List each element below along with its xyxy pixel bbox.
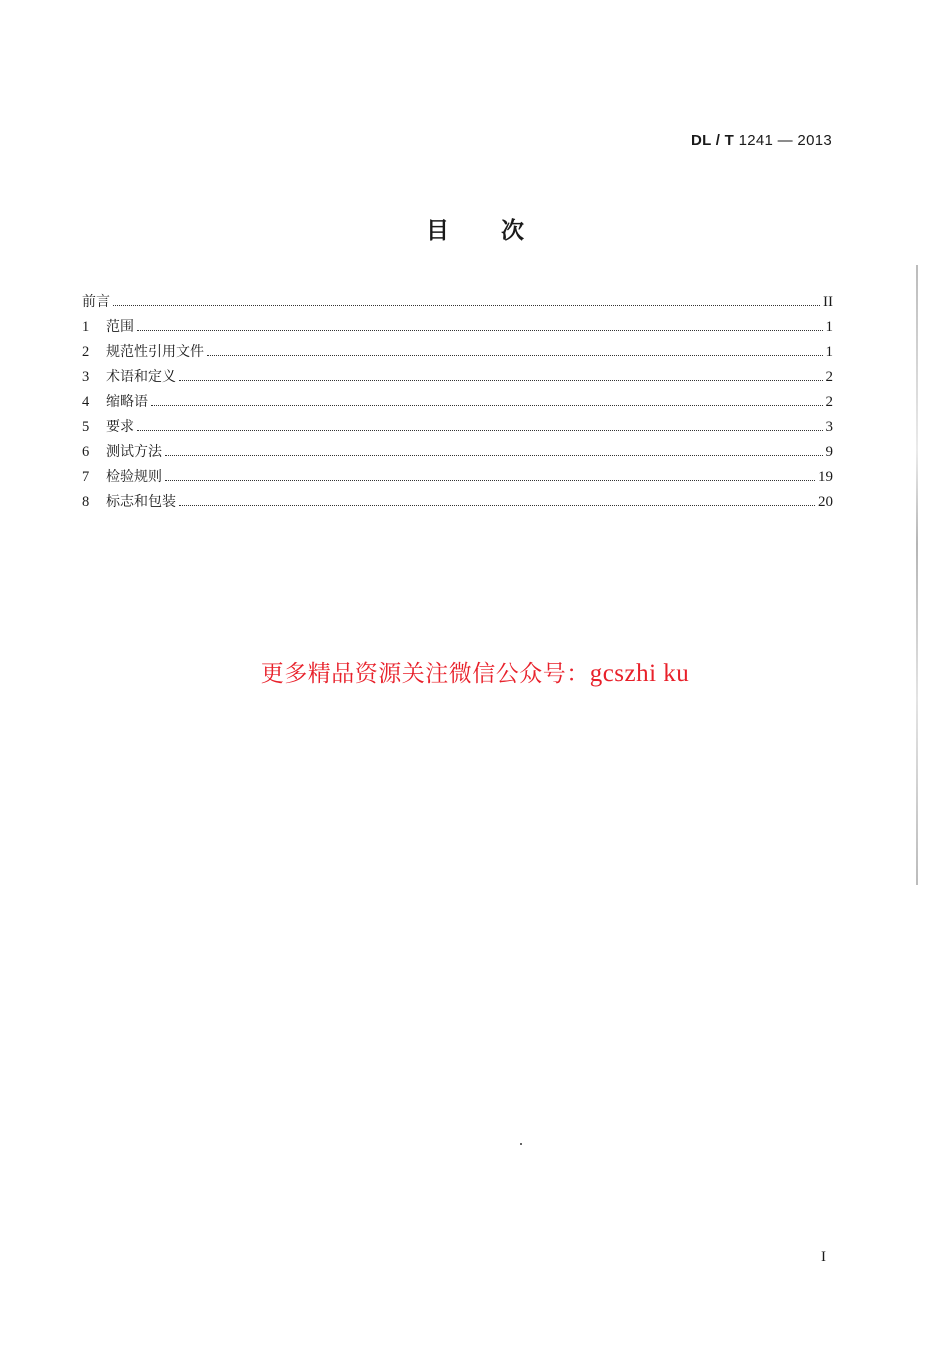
- toc-entry-page: 19: [818, 469, 833, 485]
- toc-entry-page: 1: [825, 319, 833, 335]
- toc-title-second-char: 次: [501, 218, 524, 244]
- toc-leader-dots: [137, 429, 823, 431]
- toc-entry-label: 标志和包装: [106, 494, 176, 510]
- toc-entry-label: 范围: [106, 319, 134, 335]
- scan-speck: [520, 1143, 522, 1145]
- toc-entry-number: 5: [82, 419, 90, 435]
- toc-entry-4[interactable]: [82, 390, 833, 415]
- toc-entry-label: 规范性引用文件: [106, 344, 204, 360]
- toc-leader-dots: [165, 479, 815, 481]
- toc-entry-7[interactable]: [82, 465, 833, 490]
- promo-text: 更多精品资源关注微信公众号：: [260, 661, 590, 687]
- toc-leader-dots: [179, 379, 823, 381]
- toc-entry-preface[interactable]: [82, 290, 833, 315]
- toc-entry-5[interactable]: [82, 415, 833, 440]
- toc-entry-page: 2: [825, 394, 833, 410]
- toc-title-first-char: 目: [426, 218, 449, 244]
- toc-leader-dots: [165, 454, 823, 456]
- toc-entry-number: 2: [82, 344, 90, 360]
- standard-code-number: 1241 — 2013: [738, 132, 832, 149]
- promo-watermark: [0, 655, 950, 688]
- toc-entry-8[interactable]: [82, 490, 833, 515]
- toc-entry-page: 9: [825, 444, 833, 460]
- toc-entry-page: 20: [818, 494, 833, 510]
- toc-entry-label: 检验规则: [106, 469, 162, 485]
- toc-leader-dots: [137, 329, 823, 331]
- toc-leader-dots: [151, 404, 823, 406]
- toc-entry-label: 前言: [82, 294, 110, 310]
- toc-entry-number: 3: [82, 369, 90, 385]
- standard-code: [691, 132, 832, 149]
- toc-entry-label: 要求: [106, 419, 134, 435]
- toc-entry-number: 6: [82, 444, 90, 460]
- toc-entry-page: 1: [825, 344, 833, 360]
- promo-account-id: gcszhi ku: [589, 660, 690, 687]
- toc-entry-6[interactable]: [82, 440, 833, 465]
- toc-entry-number: 4: [82, 394, 90, 410]
- toc-entry-page: 3: [825, 419, 833, 435]
- toc-entry-label: 缩略语: [106, 394, 148, 410]
- toc-entry-2[interactable]: [82, 340, 833, 365]
- toc-entry-label: 术语和定义: [106, 369, 176, 385]
- toc-list: [82, 290, 833, 515]
- toc-entry-page: II: [823, 294, 833, 310]
- toc-entry-1[interactable]: [82, 315, 833, 340]
- toc-leader-dots: [207, 354, 823, 356]
- page-number: I: [821, 1249, 826, 1265]
- toc-leader-dots: [113, 304, 820, 306]
- toc-title: [0, 212, 950, 245]
- toc-entry-number: 8: [82, 494, 90, 510]
- scan-edge-shadow: [916, 265, 918, 885]
- toc-entry-3[interactable]: [82, 365, 833, 390]
- toc-leader-dots: [179, 504, 815, 506]
- standard-code-prefix: DL / T: [690, 132, 735, 149]
- toc-entry-label: 测试方法: [106, 444, 162, 460]
- toc-entry-number: 7: [82, 469, 90, 485]
- toc-entry-page: 2: [825, 369, 833, 385]
- toc-entry-number: 1: [82, 319, 90, 335]
